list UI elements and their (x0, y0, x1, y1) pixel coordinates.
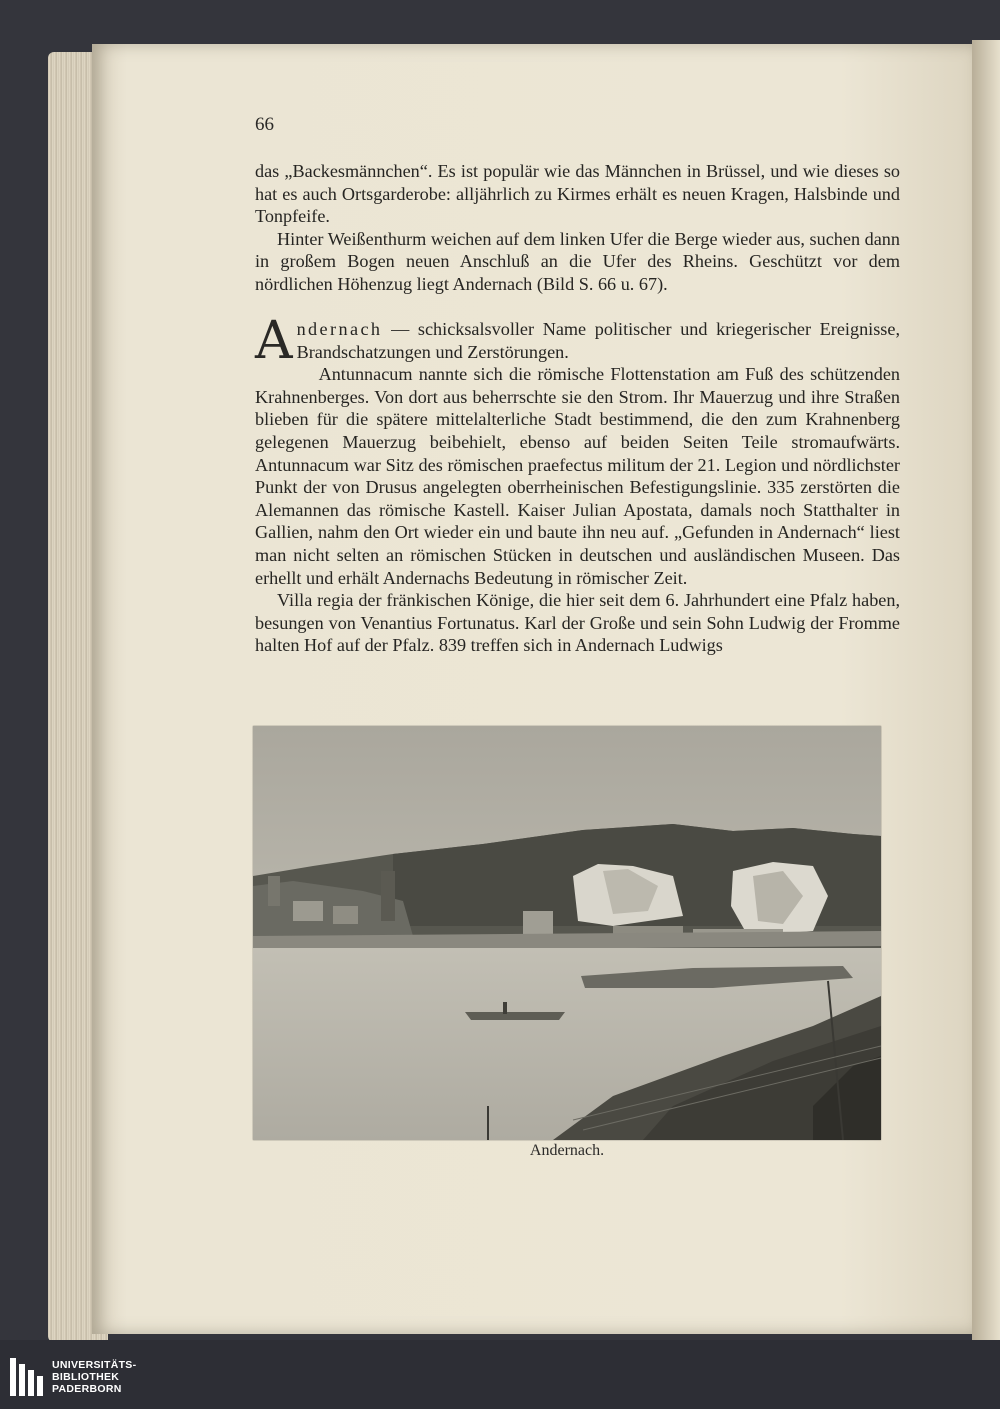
paragraph-villa-regia: Villa regia der fränkischen Könige, die hier seit dem 6. Jahrhundert eine Pfalz haben, besungen von Venantius Fortunatus. Karl der Große und sein Sohn Ludwig der Fromme halten Hof auf der Pfalz. 839 treffen sich in Andernach Ludwigs (255, 590, 900, 656)
drop-cap-initial: A (255, 311, 293, 371)
library-logo-text (52, 1359, 136, 1395)
page-number: 66 (255, 114, 274, 135)
library-footer-bar (0, 1340, 1000, 1409)
paragraph-weissenthurm: Hinter Weißenthurm weichen auf dem linken Ufer die Berge wieder aus, suchen dann in großem Bogen neuen Anschluß an die Ufer des Rheins. Geschützt vor dem nördlichen Höhenzug liegt Andernach (Bild S. 66 u. 67). (255, 228, 900, 294)
photo-caption: Andernach. (529, 1142, 605, 1159)
andernach-section (255, 311, 900, 657)
logo-line-3: PADERBORN (52, 1383, 122, 1395)
logo-line-1: UNIVERSITÄTS- (52, 1359, 137, 1371)
andernach-photograph (253, 726, 881, 1140)
section-lead-text: — schicksalsvoller Name politischer und kriegerischer Ereignisse, Brandschatzungen und Zerstörungen. (296, 319, 900, 362)
logo-line-2: BIBLIOTHEK (52, 1371, 120, 1383)
facing-page-edge (972, 40, 1000, 1340)
section-lead-paragraph (255, 311, 900, 371)
spaced-place-name: ndernach (296, 319, 383, 339)
paragraph-antunnacum: Antunnacum nannte sich die römische Flottenstation am Fuß des schützenden Krahnenberges. Von dort aus beherrschte sie den Strom. Ihr Mauerzug und ihre Straßen blieben für die spätere mittelalterliche Stadt bestimmend, die den zum Krahnenberg gelegenen Mauerzug beibehielt, ebenso auf beiden Seiten Teile stromaufwärts. Antunnacum war Sitz des römischen praefectus militum der 21. Legion und nördlichster Punkt der von Drusus angelegten oberrheinischen Befestigungslinie. 335 zerstörten die Alemannen das römische Kastell. Kaiser Julian Apostata, damals noch Statthalter in Gallien, nahm den Ort wieder ein und baute ihn neu auf. „Gefunden in Andernach“ liest man nicht selten an römischen Stücken in deutschen und ausländischen Museen. Das erhellt und erhält Andernachs Bedeutung in römischer Zeit. (255, 364, 900, 588)
top-text-block (255, 160, 900, 296)
paragraph-backesmaennchen: das „Backesmännchen“. Es ist populär wie das Männchen in Brüssel, und wie dieses so hat es auch Ortsgarderobe: alljährlich zu Kirmes erhält es neuen Kragen, Halsbinde und Tonpfeife. (255, 161, 900, 227)
library-logo-icon (10, 1358, 44, 1401)
